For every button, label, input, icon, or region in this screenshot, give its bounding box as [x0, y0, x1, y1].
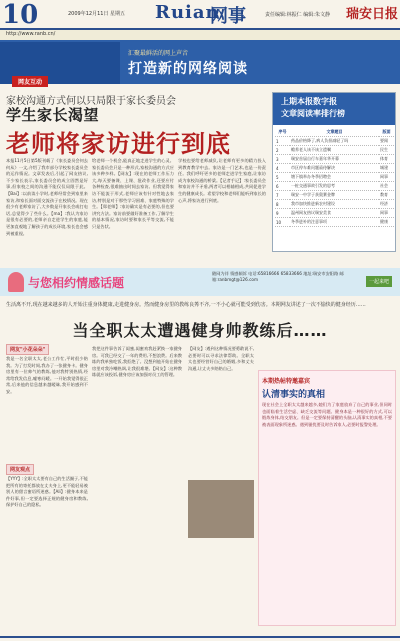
article2-column-2: 我把这件事告诉了闺蜜,闺蜜劝我赶紧换一家健身房。可我已经交了一年的费用,不想浪费。后来教练约我单独吃饭,我拒绝了。没想到他开始在健身房里对我冷嘲热讽,让我很难堪。【网友】:这种教练就应该投诉,健身房应该加强对员工的管理。 [92, 346, 182, 378]
rank-cell-section: 网事 [379, 173, 394, 182]
heart-icon [8, 272, 24, 292]
url-bar [0, 30, 400, 40]
rank-cell-rank: 2 [275, 146, 290, 155]
col-section-header: 版面 [379, 128, 394, 137]
rank-cell-rank: 7 [275, 191, 290, 200]
table-row [275, 191, 394, 200]
page-footer-rule [0, 636, 400, 638]
advert-tag: 一起来吧 [366, 276, 392, 287]
col-title-header: 文章题目 [290, 128, 379, 137]
rank-cell-section: 网事 [379, 209, 394, 218]
rank-cell-rank: 8 [275, 200, 290, 209]
table-row [275, 173, 394, 182]
article-column-1: 本报11月5日第5版刊载了《家长委员会何去何从》一文,介绍了我市部分学校家长委员会的运作情况。文章发表后,引起了网友热议,不少家长表示,家长委员会的成立固然是好事,但家校之间的沟通不能仅仅局限于此。【Bai】:以前读小学时,老师经常会到家里来家访,和家长面对面交流孩子在校情况。现在很少有老师家访了,大多数是开家长会或打电话,总觉得少了些什么。【ma】:我认为家访是很有必要的,老师亲自走进学生的家庭,能更加直观地了解孩子的成长环境,家长也会感到被重视。 [6, 158, 88, 236]
article-headline-1: 学生家长渴望 [6, 106, 100, 124]
issue-date: 2009年12月11日 星期五 [68, 11, 126, 17]
article2-lead: 生活离不开,现在越来越多的人开始注重身体健康,走进健身房。然而健身房里的教练良莠不齐,一不小心就可能受到伤害。本期网友讲述了一次不愉快的健身经历…… [6, 302, 366, 308]
advert-contact: 随网为伴 情感倾诉 电话:65816666 65833666 地址:瑞安市安阳路 邮箱:ranbmgt@126.com [212, 271, 344, 282]
article-column-3: 学校也要给老师减负,让老师有更多的精力投入到教育教学中去。家访是一门艺术,也是一份责任。我们呼吁更多的老师走进学生家庭,让家访成为家校沟通的桥梁。【记者手记】:家长委员会和家访并不矛盾,两者可以相辅相成,共同促进学生的健康成长。希望学校和老师们能听到家长的心声,将家访进行到底。 [178, 158, 266, 203]
rank-cell-section: 体育 [379, 155, 394, 164]
rank-cell-rank: 5 [275, 173, 290, 182]
author-tag: 网友"小花朵朵" [6, 344, 49, 355]
rank-cell-rank: 10 [275, 218, 290, 227]
rank-cell-section: 社会 [379, 182, 394, 191]
table-row [275, 209, 394, 218]
rank-cell-section: 经济 [379, 200, 394, 209]
rank-cell-section: 健康 [379, 218, 394, 227]
table-row [275, 164, 394, 173]
feature-tag: 网友互动 [12, 76, 48, 87]
table-row [275, 155, 394, 164]
table-row [275, 182, 394, 191]
rank-cell-rank: 3 [275, 155, 290, 164]
newspaper-masthead: 瑞安日报 [345, 7, 398, 22]
article-kicker: 家校沟通方式何以只局限于家长委员会 [6, 96, 176, 107]
rank-cell-rank: 9 [275, 209, 290, 218]
section-brand-cn: 网事 [210, 6, 246, 27]
ranking-box-title: 上期本报数字报 [281, 97, 337, 106]
opinion-tag: 网友观点 [6, 464, 34, 475]
rank-cell-title: 瑞安一中学子获奥赛金牌 [290, 191, 379, 200]
rank-cell-section: 民生 [379, 146, 394, 155]
table-row [275, 146, 394, 155]
ranking-box-subtitle: 文章阅读率排行榜 [281, 109, 345, 118]
article2-headline: 当全职太太遭遇健身帅教练后…… [72, 321, 328, 340]
guest-commentary-kicker: 本期热帖特邀嘉宾 [262, 378, 311, 385]
article2-column-1: 我是一名全职太太,老公工作忙,平时很少陪我。为了打发时间,我办了一张健身卡。健身房里有一位帅气的教练,他对我特别热情,经常给我发信息,嘘寒问暖。一开始我觉得很正常,后来他的信息越来越暧昧,我开始感到不安。 [6, 356, 88, 394]
rank-cell-title: 塘下镇举办冬季招聘会 [290, 173, 379, 182]
rank-cell-title: 市区停车难问题亟待解决 [290, 164, 379, 173]
article2-column-3: 【网友】:遇到这种情况要勇敢说不,必要时可以寻求法律帮助。全职太太也要经营好自己的婚姻,多和丈夫沟通,让丈夫多陪陪自己。 [188, 346, 254, 371]
section-brand-en: Ruian [155, 2, 220, 23]
article2-column-1b: 【YYY】:全职太太要有自己的生活圈子,不能把所有的寄托都放在丈夫身上,更不能轻易被别人的甜言蜜语所迷惑。【Ali】:健身本来是件好事,但一定要选择正规的健身房和教练,保护好自己的隐私。 [6, 476, 88, 508]
ranking-table [275, 128, 394, 227]
rank-cell-title: 一桩交通事故引发的思考 [290, 182, 379, 191]
page-number: 10 [2, 0, 39, 30]
advert-slogan: 与您相约情感话题 [28, 276, 125, 290]
rank-cell-title: 冬季进补的注意事项 [290, 218, 379, 227]
rank-cell-rank: 1 [275, 137, 290, 146]
banner-slogan: 打造新的网络阅读 [128, 61, 248, 77]
rank-cell-rank: 6 [275, 182, 290, 191]
rank-cell-title: 我市加快推进新农村建设 [290, 200, 379, 209]
table-row [275, 218, 394, 227]
table-row [275, 137, 394, 146]
guest-commentary-body: 现在社会上全职太太越来越多,她们为了家庭放弃了自己的事业,但同时也面临着生活空虚、缺乏交流等问题。健身本是一种很好的方式,可以锻炼身体,结交朋友。但是一定要保持清醒的头脑,认清事实的真相,不要被表面现象所迷惑。遇到骚扰要及时告诉家人,必要时报警处理。 [262, 402, 392, 427]
website-url: http://www.ranb.cn/ [6, 31, 56, 37]
editor-credits: 责任编辑:林振仁 编辑:朱文静 [265, 12, 330, 18]
rank-cell-rank: 4 [275, 164, 290, 173]
rank-cell-section: 要闻 [379, 137, 394, 146]
rank-cell-title: 瑞安首届自行车嘉年华开幕 [290, 155, 379, 164]
col-rank-header: 序号 [275, 128, 290, 137]
article-headline-2: 老师将家访进行到底 [6, 130, 231, 158]
rank-cell-title: 温州网友热议瑞安美食 [290, 209, 379, 218]
section-banner [0, 30, 400, 84]
rank-cell-title: 药品价格降了,病人负担减轻了吗 [290, 137, 379, 146]
guest-commentary-title: 认清事实的真相 [262, 390, 326, 400]
rank-cell-section: 教育 [379, 191, 394, 200]
rank-cell-section: 城建 [379, 164, 394, 173]
rank-cell-title: 赡养老人该不该立遗嘱 [290, 146, 379, 155]
article-photo [188, 480, 254, 538]
banner-tagline: 汇聚最鲜活的网上声音 [128, 50, 189, 57]
article-column-2: 给老师一个机会,能真正地走进学生的心灵。家长委员会只是一种形式,家校沟通的方式应该多种多样。【网友】:现在的老师工作压力大,每天要备课、上课、批改作业,还要应付各种检查,很难抽出时间去家访。但我觉得家访不能流于形式,老师应该有针对性地去家访,特别是对于那些学习困难、家庭特殊的学生。【郑老师】:家访确实是有必要的,但也要讲究方法。家访前要做好准备工作,了解学生的基本情况,家访时要和家长平等交流,不能只是告状。 [92, 158, 174, 229]
table-row [275, 200, 394, 209]
